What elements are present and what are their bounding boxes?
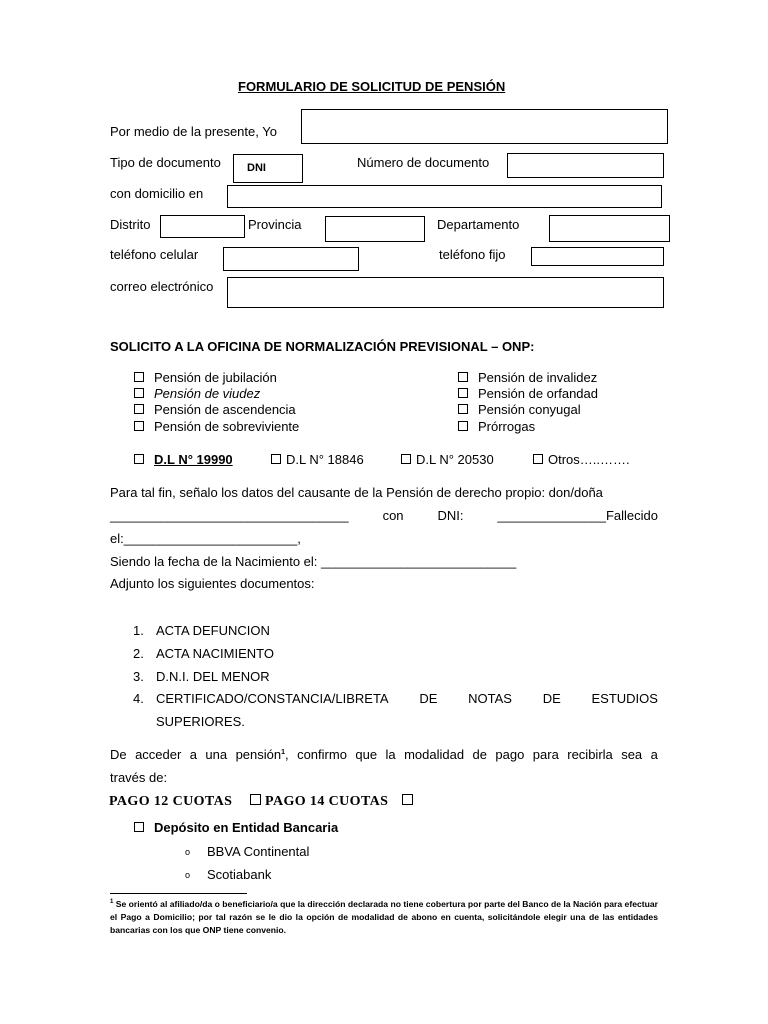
payment-word: acceder	[135, 747, 182, 762]
payment-word: para	[532, 747, 559, 762]
checkbox-icon[interactable]	[458, 372, 468, 382]
checkbox-icon[interactable]	[458, 388, 468, 398]
list-item-text: D.N.I. DEL MENOR	[156, 669, 270, 684]
payment-word: confirmo	[297, 747, 347, 762]
payment-intro-2: través de:	[110, 770, 168, 785]
fijo-label: teléfono fijo	[439, 247, 506, 262]
list-item-word: CERTIFICADO/CONSTANCIA/LIBRETA	[156, 691, 389, 706]
list-item: 1.	[133, 623, 144, 638]
checkbox-icon[interactable]	[134, 404, 144, 414]
correo-label: correo electrónico	[110, 279, 214, 294]
pension-option[interactable]: Pensión de ascendencia	[134, 402, 296, 417]
nacimiento-line[interactable]: Siendo la fecha de la Nacimiento el: ___________________________	[110, 554, 517, 569]
payment-word: modalidad	[404, 747, 465, 762]
causante-dni-blank[interactable]: _______________Fallecido	[497, 508, 658, 523]
checkbox-icon[interactable]	[134, 388, 144, 398]
checkbox-icon[interactable]	[401, 454, 411, 464]
payment-word: pensión$^1$,	[235, 747, 289, 762]
payment-word: pago	[495, 747, 525, 762]
footnote-text: Se orientó al afiliado/da o beneficiario/a que la dirección declarada no tiene cobertura por parte del Banco de la Nación para efectuar el Pago a Domicilio; por tal razón se le dio la opción de modalidad de abono en cuenta, solicitándole elegir una de las entidades bancarias con los que ONP tiene convenio.	[110, 898, 658, 935]
pension-option[interactable]: Pensión de viudez	[134, 386, 260, 401]
cuotas-row	[109, 794, 413, 810]
list-item-text: ACTA NACIMIENTO	[156, 646, 274, 661]
footnote-mark: 1	[110, 899, 114, 905]
list-item-text: ACTA DEFUNCION	[156, 623, 270, 638]
adjunto-label: Adjunto los siguientes documentos:	[110, 576, 315, 591]
distrito-label: Distrito	[110, 217, 151, 232]
payment-word: recibirla	[567, 747, 613, 762]
list-item-word: NOTAS	[468, 691, 512, 706]
checkbox-icon[interactable]	[250, 794, 261, 805]
provincia-label: Provincia	[248, 217, 302, 232]
checkbox-icon[interactable]	[134, 454, 144, 464]
payment-word: de	[472, 747, 487, 762]
payment-word: una	[205, 747, 228, 762]
list-item: 3.	[133, 669, 144, 684]
tipo-doc-field[interactable]	[233, 154, 303, 183]
bank-option[interactable]: BBVA Continental	[207, 844, 310, 859]
numero-doc-label: Número de documento	[357, 155, 490, 170]
footnote-ref: 1	[281, 749, 286, 756]
celular-label: teléfono celular	[110, 247, 199, 262]
celular-field[interactable]	[223, 247, 359, 271]
checkbox-icon[interactable]	[134, 421, 144, 431]
checkbox-icon[interactable]	[271, 454, 281, 464]
dl-option-otros[interactable]: Otros…..…….	[533, 452, 630, 467]
cuotas-12-label: PAGO 12 CUOTAS	[109, 794, 233, 809]
fallecido-line[interactable]: el:________________________,	[110, 531, 301, 546]
causante-intro: Para tal fin, señalo los datos del causante de la Pensión de derecho propio: don/doña	[110, 485, 603, 500]
provincia-field[interactable]	[325, 216, 425, 242]
pension-option[interactable]: Pensión de sobreviviente	[134, 419, 299, 434]
checkbox-icon[interactable]	[402, 794, 413, 805]
payment-word: sea	[621, 747, 643, 762]
nombre-field[interactable]	[301, 109, 668, 144]
bullet-icon: o	[185, 870, 191, 880]
correo-field[interactable]	[227, 277, 664, 308]
footnote	[110, 896, 658, 937]
pension-option[interactable]: Pensión de jubilación	[134, 370, 277, 385]
checkbox-icon[interactable]	[134, 822, 144, 832]
list-item-continuation: SUPERIORES.	[156, 714, 245, 729]
payment-word: la	[385, 747, 396, 762]
tipo-doc-label: Tipo de documento	[110, 155, 221, 170]
numero-doc-field[interactable]	[507, 153, 664, 178]
payment-word: De	[110, 747, 127, 762]
list-item: 4.	[133, 691, 144, 706]
departamento-field[interactable]	[549, 215, 670, 242]
pension-option[interactable]: Pensión de invalidez	[458, 370, 597, 385]
tipo-doc-value: DNI	[247, 162, 266, 174]
form-title: FORMULARIO DE SOLICITUD DE PENSIÓN	[238, 79, 506, 94]
dl-option-20530[interactable]: D.L N° 20530	[401, 452, 494, 467]
distrito-field[interactable]	[160, 215, 245, 238]
bank-option[interactable]: Scotiabank	[207, 867, 272, 882]
payment-word: que	[355, 747, 378, 762]
solicito-heading: SOLICITO A LA OFICINA DE NORMALIZACIÓN PREVISIONAL – ONP:	[110, 339, 535, 354]
dl-option-19990[interactable]: D.L N° 19990	[134, 452, 233, 467]
domicilio-field[interactable]	[227, 185, 662, 208]
causante-name-blank[interactable]: _________________________________	[110, 508, 349, 523]
checkbox-icon[interactable]	[458, 421, 468, 431]
cuotas-14-label: PAGO 14 CUOTAS	[265, 794, 389, 809]
fijo-field[interactable]	[531, 247, 664, 266]
checkbox-icon[interactable]	[533, 454, 543, 464]
list-item-word: DE	[542, 691, 561, 706]
list-item: 2.	[133, 646, 144, 661]
departamento-label: Departamento	[437, 217, 520, 232]
list-item-text	[156, 691, 658, 706]
presente-label: Por medio de la presente, Yo	[110, 124, 277, 139]
deposito-option[interactable]: Depósito en Entidad Bancaria	[134, 820, 338, 835]
pension-option[interactable]: Prórrogas	[458, 419, 535, 434]
domicilio-label: con domicilio en	[110, 186, 204, 201]
causante-line: _________________________________ con DNI: _______________Fallecido	[110, 508, 658, 523]
checkbox-icon[interactable]	[134, 372, 144, 382]
payment-word: a	[189, 747, 197, 762]
payment-word: a	[650, 747, 658, 762]
dl-option-18846[interactable]: D.L N° 18846	[271, 452, 364, 467]
bullet-icon: o	[185, 847, 191, 857]
pension-option[interactable]: Pensión de orfandad	[458, 386, 598, 401]
list-item-word: ESTUDIOS	[591, 691, 658, 706]
payment-intro	[110, 747, 658, 762]
checkbox-icon[interactable]	[458, 404, 468, 414]
footnote-rule	[110, 893, 247, 894]
list-item-word: DE	[419, 691, 438, 706]
pension-option[interactable]: Pensión conyugal	[458, 402, 581, 417]
